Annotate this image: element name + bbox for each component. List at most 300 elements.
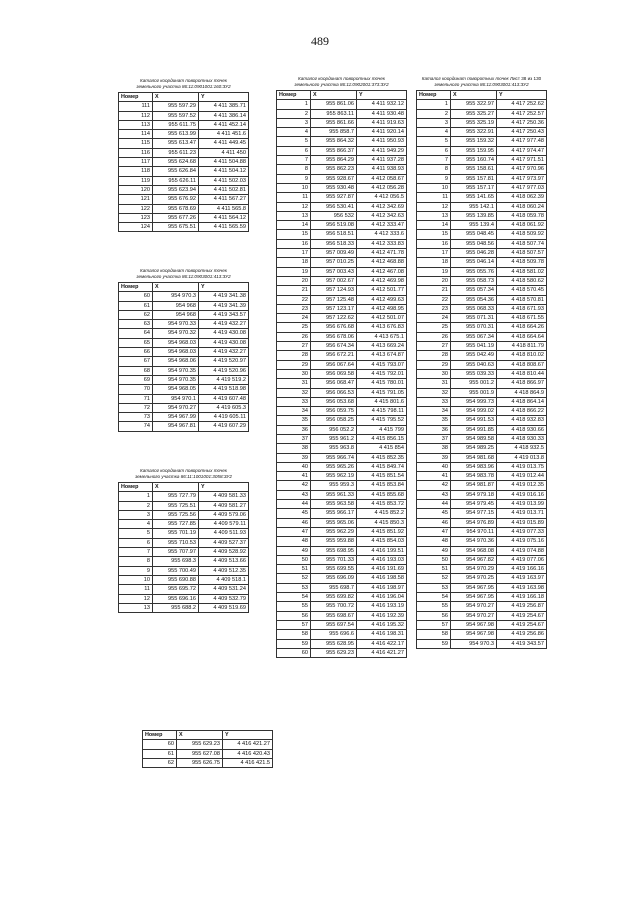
cell-x: 955 626.11 [153, 176, 199, 185]
cell-x: 955 866.37 [311, 146, 357, 155]
cell-number: 9 [417, 174, 451, 183]
table-row [119, 111, 249, 120]
cell-x: 955 725.51 [153, 501, 199, 510]
cell-x: 955 322.97 [451, 100, 497, 109]
column-header-number: Номер [277, 91, 311, 100]
cell-number: 5 [119, 529, 153, 538]
cell-number: 33 [277, 397, 311, 406]
cell-x: 955 157.17 [451, 183, 497, 192]
cell-x: 954 977.15 [451, 509, 497, 518]
cell-x: 954 968.08 [451, 546, 497, 555]
cell-number: 64 [119, 329, 153, 338]
cell-number: 39 [417, 453, 451, 462]
cell-x: 954 983.78 [451, 472, 497, 481]
cell-number: 42 [417, 481, 451, 490]
cell-number: 50 [417, 555, 451, 564]
cell-x: 954 967.81 [153, 422, 199, 431]
cell-y: 4 418 810.44 [497, 369, 547, 378]
cell-y: 4 417 977.48 [497, 137, 547, 146]
table-row [119, 167, 249, 176]
cell-x: 955 054.36 [451, 295, 497, 304]
table-row [417, 500, 547, 509]
cell-y: 4 412 499.63 [357, 295, 407, 304]
cell-x: 955 159.95 [451, 146, 497, 155]
cell-number: 48 [417, 537, 451, 546]
coordinates-table [118, 282, 249, 432]
column-header-number: Номер [143, 731, 177, 740]
cell-x: 954 979.45 [451, 500, 497, 509]
cell-y: 4 416 195.32 [357, 620, 407, 629]
table-row [417, 314, 547, 323]
table-row [417, 202, 547, 211]
cell-y: 4 419 343.57 [199, 310, 249, 319]
cell-number: 56 [277, 611, 311, 620]
cell-number: 37 [417, 434, 451, 443]
cell-number: 23 [417, 304, 451, 313]
cell-y: 4 409 527.37 [199, 538, 249, 547]
cell-x: 955 727.79 [153, 492, 199, 501]
cell-x: 955 963.8 [311, 444, 357, 453]
cell-x: 954 989.58 [451, 434, 497, 443]
cell-number: 2 [119, 501, 153, 510]
cell-number: 7 [277, 156, 311, 165]
table-row [277, 379, 407, 388]
column-header-x: X [153, 483, 199, 492]
cell-y: 4 416 198.31 [357, 630, 407, 639]
column-header-y: Y [223, 731, 273, 740]
cell-x: 955 965.06 [311, 518, 357, 527]
table-row [417, 174, 547, 183]
cell-number: 8 [119, 557, 153, 566]
table-row [277, 481, 407, 490]
table-row [277, 369, 407, 378]
cell-y: 4 411 938.93 [357, 165, 407, 174]
cell-number: 53 [417, 583, 451, 592]
cell-y: 4 411 452.14 [199, 120, 249, 129]
cell-y: 4 419 254.67 [497, 611, 547, 620]
cell-x: 954 979.18 [451, 490, 497, 499]
cell-y: 4 417 250.43 [497, 128, 547, 137]
cell-y: 4 409 528.92 [199, 548, 249, 557]
column-header-x: X [177, 731, 223, 740]
table-row [119, 185, 249, 194]
table-row [417, 128, 547, 137]
cell-number: 10 [417, 183, 451, 192]
catalog-caption: Каталог координат поворотных точек земельного участка 86:11:0903001:413:ЗУ2 [136, 268, 231, 279]
cell-number: 34 [417, 407, 451, 416]
cell-x: 956 053.68 [311, 397, 357, 406]
cell-y: 4 412 342.69 [357, 202, 407, 211]
cell-x: 955 699.82 [311, 593, 357, 602]
cell-number: 32 [277, 388, 311, 397]
table-row [417, 137, 547, 146]
cell-number: 28 [417, 351, 451, 360]
cell-number: 68 [119, 366, 153, 375]
cell-y: 4 412 333.83 [357, 239, 407, 248]
cell-number: 118 [119, 167, 153, 176]
cell-y: 4 418 671.55 [497, 314, 547, 323]
table-row [119, 510, 249, 519]
cell-number: 38 [277, 444, 311, 453]
cell-y: 4 413 674.87 [357, 351, 407, 360]
cell-x: 954 981.68 [451, 453, 497, 462]
table-row [119, 348, 249, 357]
cell-number: 60 [119, 292, 153, 301]
cell-y: 4 416 421.27 [223, 740, 273, 749]
table-row [119, 548, 249, 557]
cell-number: 52 [277, 574, 311, 583]
cell-number: 15 [417, 230, 451, 239]
cell-number: 53 [277, 583, 311, 592]
table-row [417, 100, 547, 109]
table-row [277, 407, 407, 416]
cell-y: 4 419 430.08 [199, 329, 249, 338]
table-row [417, 295, 547, 304]
table-row [119, 366, 249, 375]
cell-x: 955 613.47 [153, 139, 199, 148]
cell-y: 4 416 420.43 [223, 749, 273, 758]
cell-number: 2 [277, 109, 311, 118]
table-row [417, 574, 547, 583]
cell-number: 32 [417, 388, 451, 397]
cell-x: 956 676.68 [311, 323, 357, 332]
cell-y: 4 419 432.27 [199, 348, 249, 357]
cell-y: 4 418 580.62 [497, 276, 547, 285]
cell-number: 20 [277, 276, 311, 285]
cell-number: 54 [417, 593, 451, 602]
cell-x: 955 046.14 [451, 258, 497, 267]
cell-y: 4 419 012.35 [497, 481, 547, 490]
table-row [417, 611, 547, 620]
cell-x: 954 983.96 [451, 462, 497, 471]
cell-number: 7 [417, 156, 451, 165]
cell-y: 4 418 664.64 [497, 332, 547, 341]
cell-x: 956 068.47 [311, 379, 357, 388]
cell-y: 4 419 075.16 [497, 537, 547, 546]
cell-x: 955 698.67 [311, 611, 357, 620]
table-row [119, 195, 249, 204]
cell-y: 4 418 866.22 [497, 407, 547, 416]
cell-number: 4 [119, 520, 153, 529]
cell-number: 49 [277, 546, 311, 555]
cell-y: 4 411 919.63 [357, 118, 407, 127]
table-row [277, 137, 407, 146]
cell-number: 45 [277, 509, 311, 518]
cell-x: 955 322.91 [451, 128, 497, 137]
cell-number: 117 [119, 158, 153, 167]
cell-y: 4 415 852.35 [357, 453, 407, 462]
cell-y: 4 418 866.97 [497, 379, 547, 388]
cell-x: 955 626.75 [177, 758, 223, 767]
cell-number: 15 [277, 230, 311, 239]
cell-y: 4 409 511.93 [199, 529, 249, 538]
cell-number: 54 [277, 593, 311, 602]
cell-y: 4 415 799 [357, 425, 407, 434]
table-row [119, 538, 249, 547]
cell-x: 955 159.32 [451, 137, 497, 146]
cell-x: 957 123.17 [311, 304, 357, 313]
column-header-x: X [153, 93, 199, 102]
table-row [417, 416, 547, 425]
cell-x: 955 040.63 [451, 360, 497, 369]
cell-number: 14 [277, 221, 311, 230]
cell-number: 16 [277, 239, 311, 248]
table-row [277, 546, 407, 555]
table-row [417, 434, 547, 443]
cell-x: 955 613.99 [153, 130, 199, 139]
cell-y: 4 418 810.02 [497, 351, 547, 360]
cell-y: 4 411 385.71 [199, 102, 249, 111]
cell-x: 955 139.85 [451, 211, 497, 220]
cell-number: 26 [277, 332, 311, 341]
catalog-block-5 [416, 76, 547, 649]
cell-x: 955 962.19 [311, 472, 357, 481]
cell-number: 56 [417, 611, 451, 620]
cell-y: 4 409 531.24 [199, 585, 249, 594]
cell-number: 61 [119, 301, 153, 310]
table-row [417, 239, 547, 248]
cell-x: 955 058.73 [451, 276, 497, 285]
cell-number: 60 [277, 648, 311, 657]
cell-x: 955 698.3 [153, 557, 199, 566]
cell-y: 4 418 509.78 [497, 258, 547, 267]
table-row [277, 518, 407, 527]
cell-x: 955 966.17 [311, 509, 357, 518]
cell-x: 955 961.33 [311, 490, 357, 499]
cell-y: 4 415 791.05 [357, 388, 407, 397]
cell-y: 4 412 471.78 [357, 249, 407, 258]
cell-y: 4 418 062.39 [497, 193, 547, 202]
cell-y: 4 417 970.96 [497, 165, 547, 174]
cell-y: 4 417 971.51 [497, 156, 547, 165]
cell-y: 4 418 060.24 [497, 202, 547, 211]
cell-x: 956 052.2 [311, 425, 357, 434]
cell-number: 8 [277, 165, 311, 174]
column-header-x: X [153, 283, 199, 292]
cell-x: 954 967.95 [451, 583, 497, 592]
cell-x: 955 057.34 [451, 286, 497, 295]
catalog-block-3 [118, 468, 249, 613]
cell-x: 955 678.69 [153, 204, 199, 213]
table-row [417, 444, 547, 453]
cell-y: 4 419 605.3 [199, 403, 249, 412]
cell-y: 4 418 930.33 [497, 434, 547, 443]
cell-y: 4 409 579.11 [199, 520, 249, 529]
table-row [417, 546, 547, 555]
table-row [119, 575, 249, 584]
table-row [143, 749, 273, 758]
cell-x: 955 067.34 [451, 332, 497, 341]
table-row [417, 509, 547, 518]
table-row [417, 230, 547, 239]
cell-y: 4 411 949.29 [357, 146, 407, 155]
cell-x: 956 530.41 [311, 202, 357, 211]
cell-number: 4 [277, 128, 311, 137]
table-row [277, 416, 407, 425]
cell-y: 4 412 501.77 [357, 286, 407, 295]
cell-number: 4 [417, 128, 451, 137]
table-row [277, 109, 407, 118]
cell-y: 4 419 012.44 [497, 472, 547, 481]
table-row [119, 223, 249, 232]
cell-y: 4 418 570.45 [497, 286, 547, 295]
cell-y: 4 411 504.88 [199, 158, 249, 167]
coordinates-table [142, 730, 273, 768]
cell-x: 955 629.23 [177, 740, 223, 749]
cell-y: 4 418 507.57 [497, 249, 547, 258]
cell-y: 4 411 565.8 [199, 204, 249, 213]
cell-number: 42 [277, 481, 311, 490]
cell-number: 19 [417, 267, 451, 276]
cell-x: 955 700.72 [311, 602, 357, 611]
cell-number: 69 [119, 375, 153, 384]
cell-y: 4 411 564.12 [199, 213, 249, 222]
cell-y: 4 418 581.02 [497, 267, 547, 276]
cell-x: 956 532 [311, 211, 357, 220]
cell-number: 65 [119, 338, 153, 347]
cell-x: 955 697.54 [311, 620, 357, 629]
cell-x: 955 071.31 [451, 314, 497, 323]
cell-number: 35 [277, 416, 311, 425]
table-row [417, 462, 547, 471]
cell-number: 25 [417, 323, 451, 332]
table-row [277, 295, 407, 304]
cell-y: 4 409 581.33 [199, 492, 249, 501]
cell-y: 4 417 974.47 [497, 146, 547, 155]
cell-y: 4 418 671.93 [497, 304, 547, 313]
cell-y: 4 415 795.52 [357, 416, 407, 425]
table-row [417, 109, 547, 118]
cell-y: 4 415 856.15 [357, 434, 407, 443]
cell-y: 4 415 853.84 [357, 481, 407, 490]
cell-y: 4 417 973.97 [497, 174, 547, 183]
cell-x: 955 624.68 [153, 158, 199, 167]
cell-number: 59 [417, 639, 451, 648]
cell-x: 954 970.27 [153, 403, 199, 412]
cell-y: 4 412 467.08 [357, 267, 407, 276]
cell-y: 4 419 430.08 [199, 338, 249, 347]
cell-x: 957 010.25 [311, 258, 357, 267]
cell-y: 4 419 015.89 [497, 518, 547, 527]
cell-y: 4 419 605.11 [199, 413, 249, 422]
cell-number: 113 [119, 120, 153, 129]
catalog-caption: Каталог координат поворотных точек земельного участка 86:11:0901001:160:ЗУ2 [136, 78, 231, 89]
column-header-number: Номер [119, 483, 153, 492]
cell-x: 955 930.48 [311, 183, 357, 192]
cell-number: 39 [277, 453, 311, 462]
cell-x: 955 959.88 [311, 537, 357, 546]
cell-y: 4 418 570.81 [497, 295, 547, 304]
cell-number: 30 [277, 369, 311, 378]
table-row [417, 630, 547, 639]
cell-x: 955 048.56 [451, 239, 497, 248]
cell-x: 954 976.89 [451, 518, 497, 527]
cell-x: 955 676.92 [153, 195, 199, 204]
catalog-caption: Каталог координат поворотных точек земельного участка 86:11:1001001:3058:ЗУ2 [135, 468, 232, 479]
cell-number: 34 [277, 407, 311, 416]
cell-number: 36 [277, 425, 311, 434]
cell-y: 4 409 579.06 [199, 510, 249, 519]
coordinates-table [118, 92, 249, 232]
cell-number: 44 [277, 500, 311, 509]
cell-x: 955 863.11 [311, 109, 357, 118]
cell-x: 955 042.49 [451, 351, 497, 360]
column-header-y: Y [497, 91, 547, 100]
cell-x: 955 048.45 [451, 230, 497, 239]
cell-x: 955 959.3 [311, 481, 357, 490]
cell-number: 46 [417, 518, 451, 527]
table-row [417, 221, 547, 230]
catalog-block-2 [118, 268, 249, 432]
cell-y: 4 417 250.36 [497, 118, 547, 127]
cell-y: 4 416 192.39 [357, 611, 407, 620]
cell-number: 37 [277, 434, 311, 443]
table-row [277, 304, 407, 313]
cell-y: 4 418 808.67 [497, 360, 547, 369]
table-row [417, 369, 547, 378]
cell-number: 74 [119, 422, 153, 431]
catalog-block-4 [276, 76, 407, 658]
cell-y: 4 416 198.58 [357, 574, 407, 583]
cell-x: 954 970.35 [153, 366, 199, 375]
cell-number: 31 [277, 379, 311, 388]
cell-y: 4 419 254.67 [497, 620, 547, 629]
table-row [417, 249, 547, 258]
table-row [277, 202, 407, 211]
table-row [417, 620, 547, 629]
table-row [417, 425, 547, 434]
table-row [417, 165, 547, 174]
cell-y: 4 418 061.92 [497, 221, 547, 230]
cell-y: 4 418 864.9 [497, 388, 547, 397]
cell-x: 955 965.26 [311, 462, 357, 471]
cell-y: 4 409 518.1 [199, 575, 249, 584]
cell-x: 956 069.58 [311, 369, 357, 378]
cell-y: 4 419 166.18 [497, 593, 547, 602]
cell-x: 955 701.19 [153, 529, 199, 538]
cell-x: 954 970.32 [153, 329, 199, 338]
table-row [277, 509, 407, 518]
cell-x: 954 968.05 [153, 385, 199, 394]
table-row [417, 304, 547, 313]
cell-number: 124 [119, 223, 153, 232]
table-row [417, 518, 547, 527]
cell-number: 29 [417, 360, 451, 369]
cell-x: 955 962.29 [311, 527, 357, 536]
table-row [417, 593, 547, 602]
table-row [277, 555, 407, 564]
cell-x: 955 696.6 [311, 630, 357, 639]
table-row [143, 758, 273, 767]
table-row [417, 193, 547, 202]
cell-x: 955 690.88 [153, 575, 199, 584]
table-row [119, 375, 249, 384]
cell-x: 955 727.85 [153, 520, 199, 529]
table-row [417, 379, 547, 388]
cell-y: 4 419 341.39 [199, 301, 249, 310]
table-row [277, 602, 407, 611]
table-row [417, 583, 547, 592]
cell-x: 957 003.43 [311, 267, 357, 276]
table-row [417, 639, 547, 648]
cell-number: 47 [277, 527, 311, 536]
cell-y: 4 415 780.01 [357, 379, 407, 388]
cell-x: 955 725.56 [153, 510, 199, 519]
cell-number: 27 [277, 342, 311, 351]
table-row [277, 500, 407, 509]
cell-y: 4 416 196.04 [357, 593, 407, 602]
cell-y: 4 415 850.3 [357, 518, 407, 527]
